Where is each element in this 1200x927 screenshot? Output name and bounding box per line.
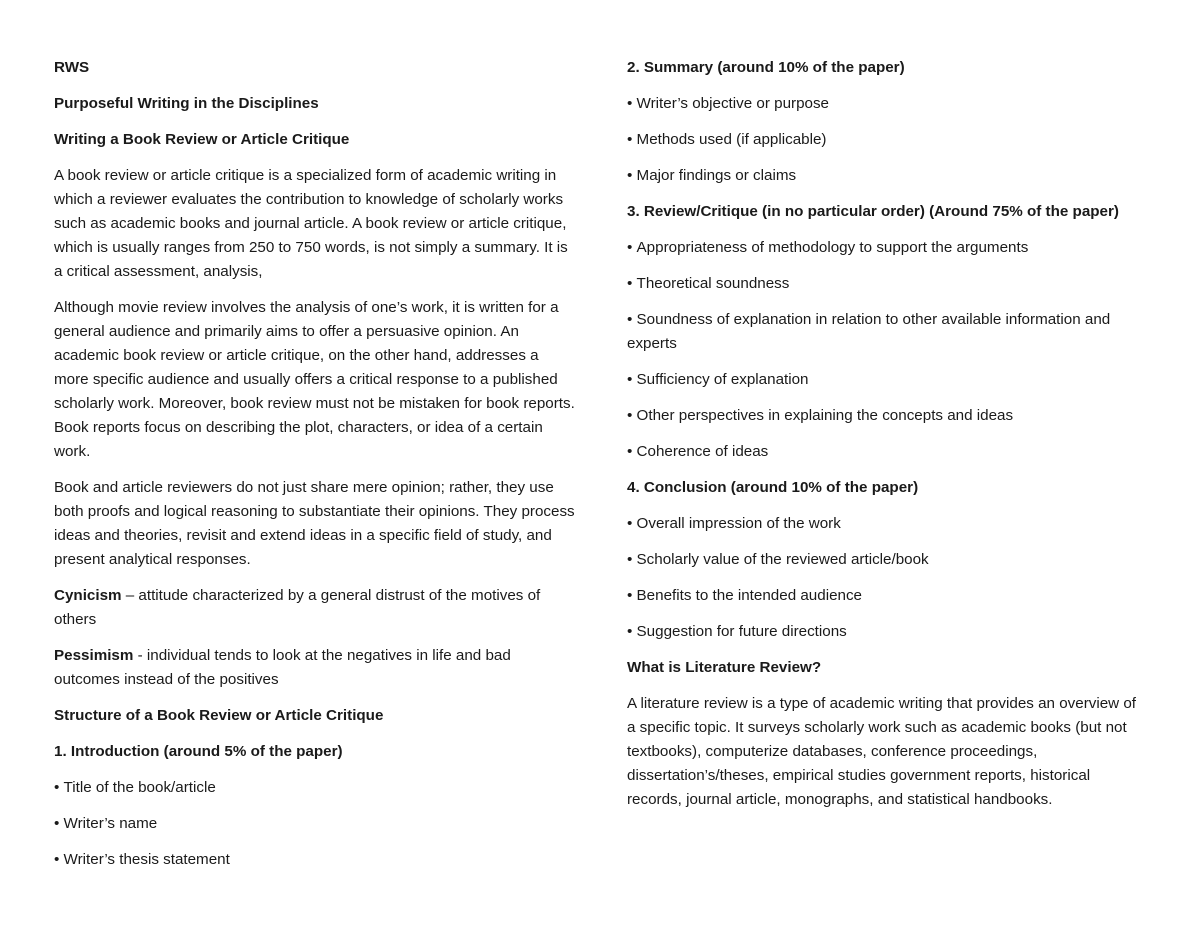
list-item: • Overall impression of the work [627,512,1139,536]
definition-cynicism [54,584,576,632]
review-heading: 3. Review/Critique (in no particular order) (Around 75% of the paper) [627,203,1119,220]
definition-pessimism-text: - individual tends to look at the negatives in life and bad outcomes instead of the positives [54,647,511,688]
list-item: • Title of the book/article [54,776,576,800]
list-item: • Major findings or claims [627,164,1139,188]
paragraph-definition: A book review or article critique is a specialized form of academic writing in which a reviewer evaluates the contribution to knowledge of scholarly works such as academic books and journal article. A book review or article critique, which is usually ranges from 250 to 750 words, is not simply a summary. It is a critical assessment, analysis, [54,167,568,280]
literature-review-heading: What is Literature Review? [627,659,822,676]
course-code: RWS [54,59,90,76]
term-cynicism: Cynicism [54,587,122,604]
term-pessimism: Pessimism [54,647,134,664]
conclusion-heading: 4. Conclusion (around 10% of the paper) [627,479,919,496]
section-title: Writing a Book Review or Article Critique [54,131,350,148]
list-item: • Scholarly value of the reviewed article/book [627,548,1139,572]
paragraph-reviewers: Book and article reviewers do not just share mere opinion; rather, they use both proofs and logical reasoning to substantiate their opinions. They process ideas and theories, revisit and extend ideas in a specific field of study, and present analytical responses. [54,479,575,568]
list-item: • Other perspectives in explaining the concepts and ideas [627,404,1139,428]
course-title: Purposeful Writing in the Disciplines [54,95,319,112]
literature-review-paragraph: A literature review is a type of academic writing that provides an overview of a specific topic. It surveys scholarly work such as academic books (but not textbooks), computerize databases, conference proceedings, dissertation’s/theses, empirical studies government reports, historical records, journal article, monographs, and statistical handbooks. [627,695,1137,808]
list-item: • Methods used (if applicable) [627,128,1139,152]
structure-heading: Structure of a Book Review or Article Critique [54,707,384,724]
paragraph-movie-review: Although movie review involves the analysis of one’s work, it is written for a general audience and primarily aims to offer a persuasive opinion. An academic book review or article critique, on the other hand, addresses a more specific audience and usually offers a critical response to a published scholarly work. Moreover, book review must not be mistaken for book reports. Book reports focus on describing the plot, characters, or idea of a certain work. [54,299,575,460]
list-item: • Soundness of explanation in relation to other available information and experts [627,308,1139,356]
list-item: • Appropriateness of methodology to support the arguments [627,236,1139,260]
summary-heading: 2. Summary (around 10% of the paper) [627,59,905,76]
list-item: • Writer’s name [54,812,576,836]
introduction-heading: 1. Introduction (around 5% of the paper) [54,743,343,760]
list-item: • Writer’s thesis statement [54,848,576,872]
list-item: • Benefits to the intended audience [627,584,1139,608]
list-item: • Sufficiency of explanation [627,368,1139,392]
definition-pessimism [54,644,576,692]
list-item: • Coherence of ideas [627,440,1139,464]
list-item: • Writer’s objective or purpose [627,92,1139,116]
right-column [627,56,1139,824]
definition-cynicism-text: – attitude characterized by a general distrust of the motives of others [54,587,541,628]
list-item: • Theoretical soundness [627,272,1139,296]
left-column [54,56,576,884]
list-item: • Suggestion for future directions [627,620,1139,644]
